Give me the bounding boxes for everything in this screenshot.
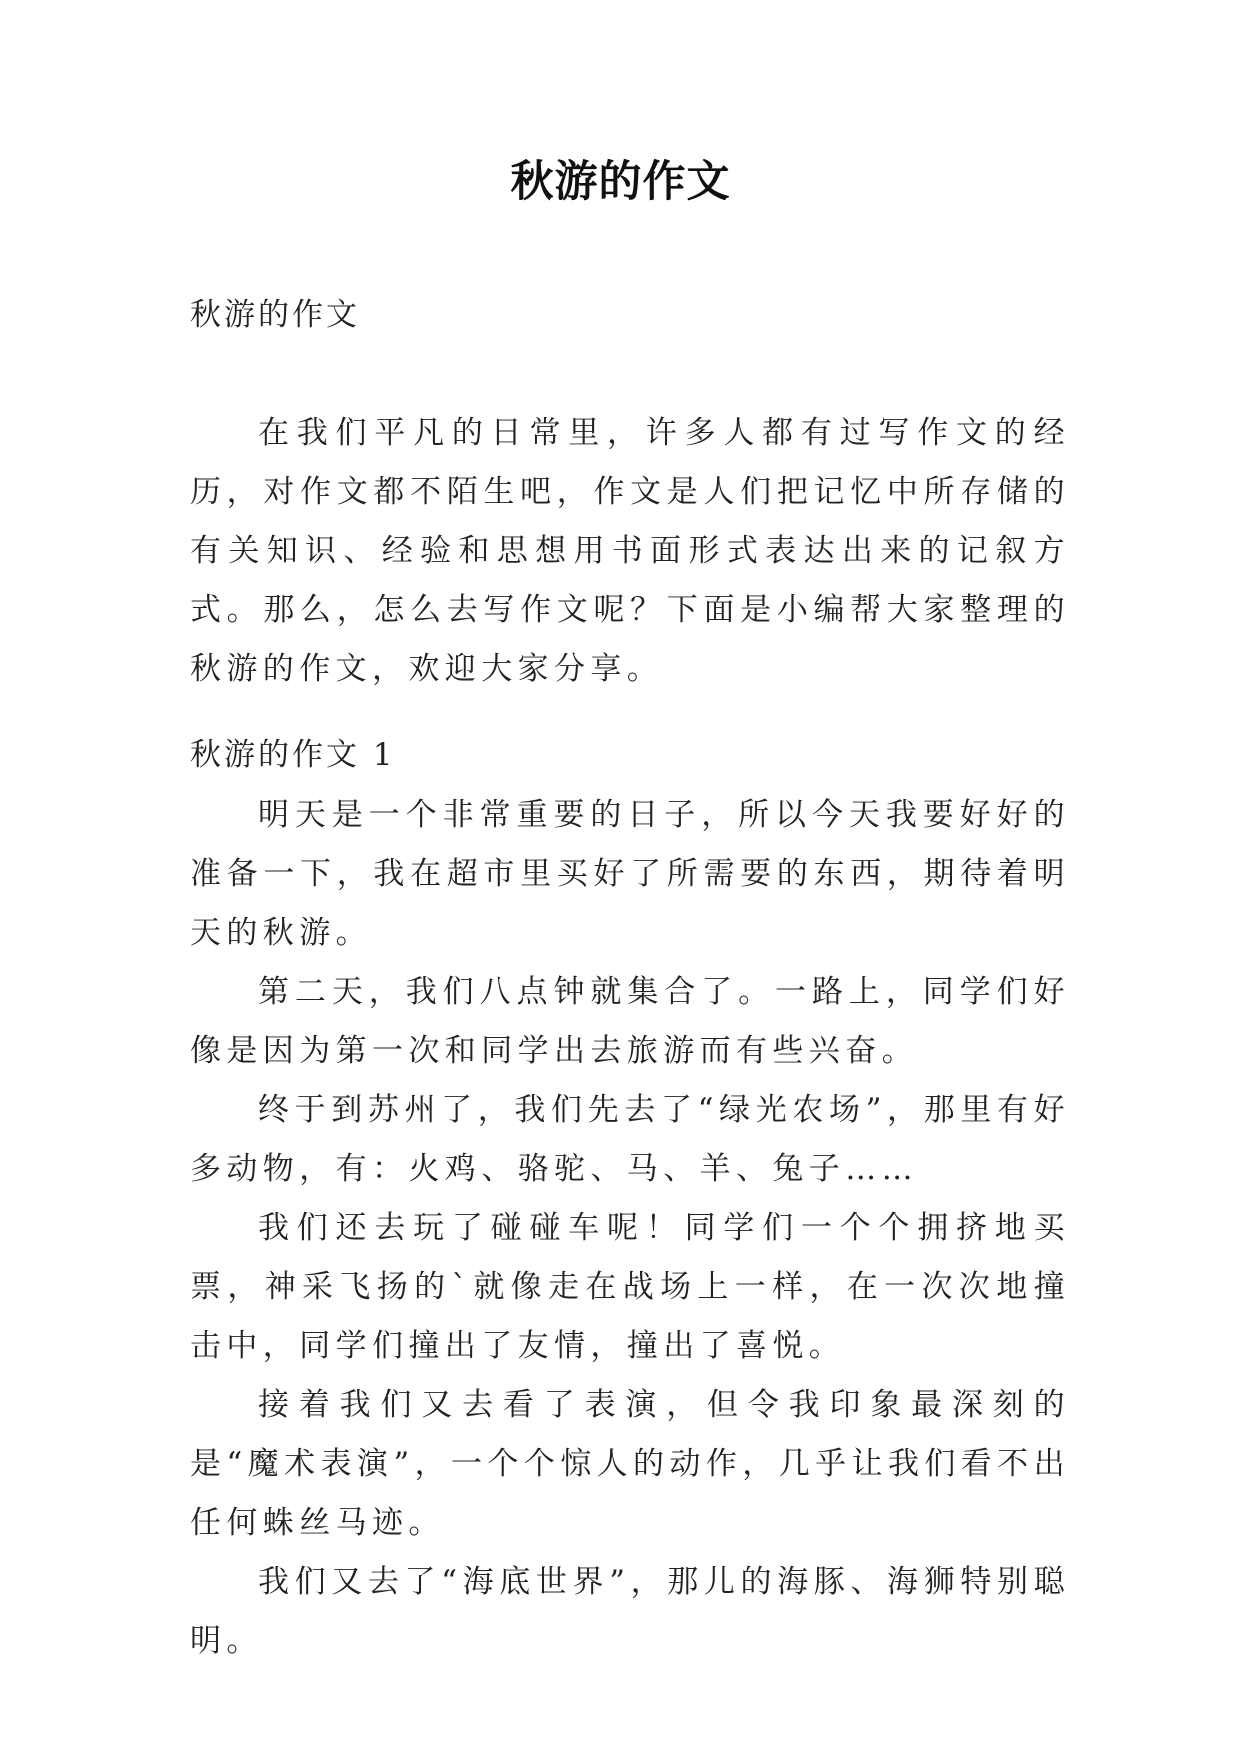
document-subtitle: 秋游的作文 — [190, 297, 360, 333]
essay-paragraph: 第二天，我们八点钟就集合了。一路上，同学们好像是因为第一次和同学出去旅游而有些兴奋。 — [190, 974, 1070, 1069]
intro-paragraph: 在我们平凡的日常里，许多人都有过写作文的经历，对作文都不陌生吧，作文是人们把记忆中所存储的有关知识、经验和思想用书面形式表达出来的记叙方式。那么，怎么去写作文呢？下面是小编帮大家整理的秋游的作文，欢迎大家分享。 — [190, 415, 1070, 687]
section-heading: 秋游的作文 1 — [190, 737, 396, 773]
essay-body — [190, 786, 1070, 1671]
document-title: 秋游的作文 — [510, 157, 731, 207]
essay-paragraph: 明天是一个非常重要的日子，所以今天我要好好的准备一下，我在超市里买好了所需要的东西，期待着明天的秋游。 — [190, 797, 1070, 951]
essay-paragraph: 我们还去玩了碰碰车呢！同学们一个个拥挤地买票，神采飞扬的`就像走在战场上一样，在一次次地撞击中，同学们撞出了友情，撞出了喜悦。 — [190, 1210, 1070, 1364]
essay-paragraph: 终于到苏州了，我们先去了“绿光农场”，那里有好多动物，有：火鸡、骆驼、马、羊、兔子…… — [190, 1092, 1070, 1187]
essay-paragraph: 接着我们又去看了表演，但令我印象最深刻的是“魔术表演”，一个个惊人的动作，几乎让我们看不出任何蛛丝马迹。 — [190, 1387, 1070, 1541]
essay-paragraph: 我们又去了“海底世界”，那儿的海豚、海狮特别聪明。 — [190, 1564, 1070, 1659]
